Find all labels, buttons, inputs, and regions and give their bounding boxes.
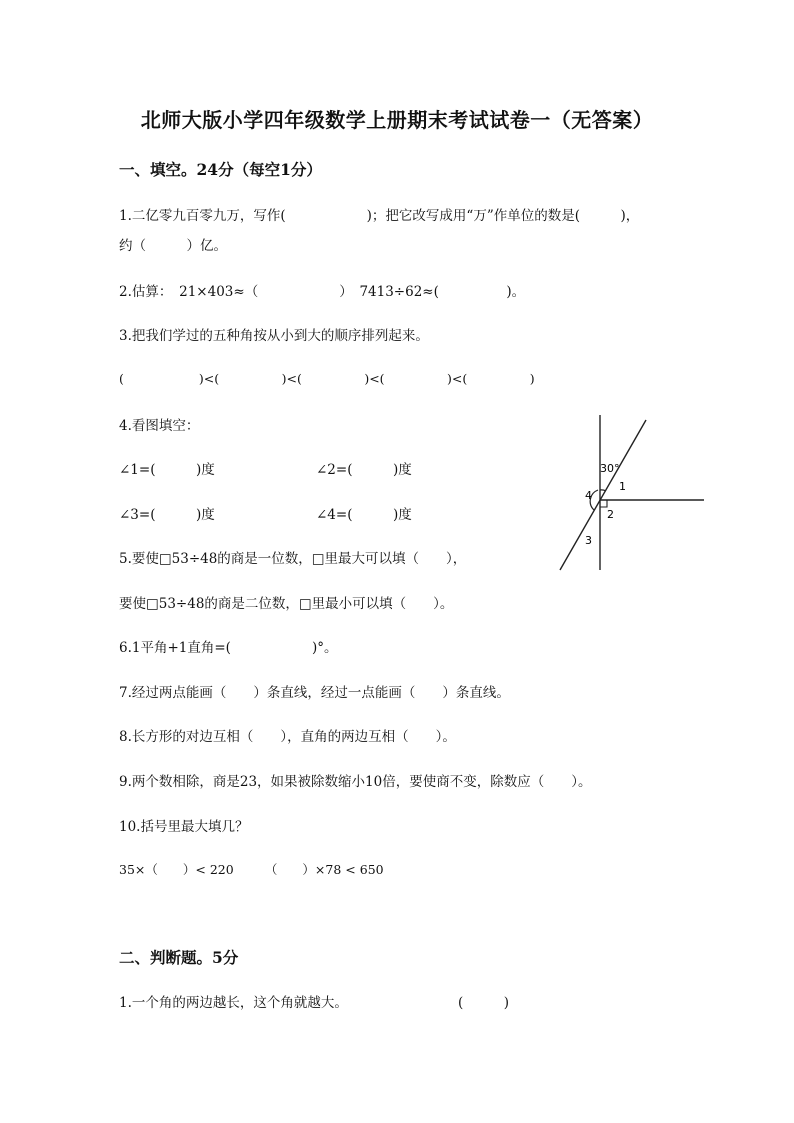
question-10: 10.括号里最大填几？ [119,819,249,835]
angle-label-30: 30° [600,462,620,475]
question-4-angle3: ∠3=( )度 [119,507,215,523]
question-9: 9.两个数相除，商是23，如果被除数缩小10倍，要使商不变，除数应（ ）。 [119,774,592,790]
question-7: 7.经过两点能画（ ）条直线，经过一点能画（ ）条直线。 [119,685,510,701]
slanted-line [560,420,646,570]
question-6: 6.1平角+1直角=( )°。 [119,640,338,656]
section2-heading: 二、判断题。5分 [119,948,239,967]
question-3-blanks: ( )<( )<( )<( )<( ) [119,371,535,386]
angle-label-3: 3 [585,534,592,547]
question-4-angle2: ∠2=( )度 [316,462,412,478]
angle-label-4: 4 [585,489,592,502]
angle-arc-30 [600,490,606,491]
section1-heading: 一、填空。24分（每空1分） [119,160,322,179]
question-5-line1: 5.要使□53÷48的商是一位数，□里最大可以填（ ）， [119,551,467,567]
question-1-line2: 约（ ）亿。 [119,238,227,254]
question-5-line2: 要使□53÷48的商是二位数，□里最小可以填（ ）。 [119,596,454,612]
angle-figure [550,410,715,580]
question-4-angle4: ∠4=( )度 [316,507,412,523]
page-title: 北师大版小学四年级数学上册期末考试试卷一（无答案） [140,108,654,132]
angle-label-1: 1 [619,480,626,493]
angle-label-2: 2 [607,508,614,521]
question-1-line1: 1.二亿零九百零九万，写作( )；把它改写成用“万”作单位的数是( )， [119,208,640,224]
question-4: 4.看图填空： [119,418,200,434]
judge-question-1: 1.一个角的两边越长，这个角就越大。 [119,995,348,1011]
question-4-angle1: ∠1=( )度 [119,462,215,478]
right-angle-mark [600,500,607,507]
question-2: 2.估算： 21×403≈（ ） 7413÷62≈( )。 [119,284,526,300]
judge-question-1-blank: ( ) [458,995,510,1011]
question-10-items: 35×（ ）< 220 （ ）×78 < 650 [119,862,384,877]
question-3: 3.把我们学过的五种角按从小到大的顺序排列起来。 [119,328,429,344]
question-8: 8.长方形的对边互相（ ），直角的两边互相（ ）。 [119,729,456,745]
